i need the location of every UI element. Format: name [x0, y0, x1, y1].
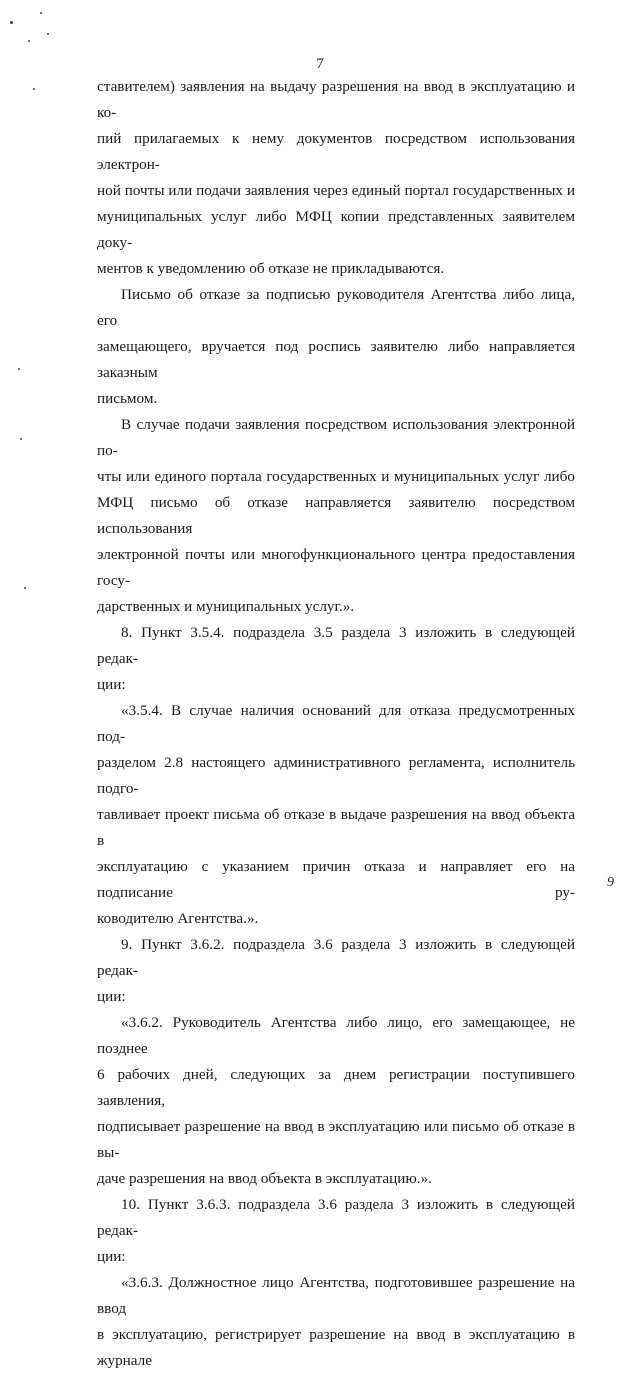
paragraph-line: чты или единого портала государственных и муниципальных услуг либо: [97, 468, 575, 485]
paragraph-line: 6 рабочих дней, следующих за днем регистрации поступившего заявления,: [97, 1066, 575, 1109]
scan-speck: [20, 438, 22, 440]
paragraph-line: дарственных и муниципальных услуг.».: [97, 598, 355, 615]
paragraph-line: пий прилагаемых к нему документов посредством использования электрон-: [97, 130, 575, 173]
paragraph-line: 8. Пункт 3.5.4. подраздела 3.5 раздела 3 изложить в следующей редак-: [97, 624, 575, 667]
paragraph-line: «3.5.4. В случае наличия оснований для отказа предусмотренных под-: [97, 702, 575, 745]
paragraph-line: эксплуатацию с указанием причин отказа и направляет его на подписание ру-: [97, 858, 575, 901]
paragraph-line: подписывает разрешение на ввод в эксплуатацию или письмо об отказе в вы-: [97, 1118, 575, 1161]
paragraph-line: «3.6.3. Должностное лицо Агентства, подготовившее разрешение на ввод: [97, 1274, 575, 1317]
corner-page-mark: 9: [607, 875, 614, 890]
paragraph-line: Письмо об отказе за подписью руководителя Агентства либо лица, его: [97, 286, 575, 329]
paragraph-line: МФЦ письмо об отказе направляется заявителю посредством использования: [97, 494, 575, 537]
paragraph-line: ции:: [97, 988, 126, 1005]
scan-speck: [47, 33, 49, 35]
paragraph-line: муниципальных услуг либо МФЦ копии представленных заявителем доку-: [97, 208, 575, 251]
paragraph-line: ции:: [97, 1248, 126, 1265]
paragraph-line: разделом 2.8 настоящего административного регламента, исполнитель подго-: [97, 754, 575, 797]
paragraph-line: ставителем) заявления на выдачу разрешения на ввод в эксплуатацию и ко-: [97, 78, 575, 121]
paragraph-line: ции:: [97, 676, 126, 693]
document-body: [97, 74, 575, 1374]
paragraph-line: ной почты или подачи заявления через единый портал государственных и: [97, 182, 575, 199]
paragraph-line: «3.6.2. Руководитель Агентства либо лицо, его замещающее, не позднее: [97, 1014, 575, 1057]
paragraph-line: электронной почты или многофункционального центра предоставления госу-: [97, 546, 575, 589]
paragraph-line: ментов к уведомлению об отказе не прикладываются.: [97, 260, 445, 277]
scan-speck: [28, 40, 30, 42]
scan-speck: [24, 587, 26, 589]
scan-speck: [10, 21, 13, 24]
paragraph-line: тавливает проект письма об отказе в выдаче разрешения на ввод объекта в: [97, 806, 575, 849]
paragraph-line: В случае подачи заявления посредством использования электронной по-: [97, 416, 575, 459]
paragraph-line: ководителю Агентства.».: [97, 910, 259, 927]
scan-speck: [18, 368, 20, 370]
scan-speck: [33, 88, 35, 90]
paragraph-line: даче разрешения на ввод объекта в эксплуатацию.».: [97, 1170, 432, 1187]
paragraph-line: 10. Пункт 3.6.3. подраздела 3.6 раздела 3 изложить в следующей редак-: [97, 1196, 575, 1239]
paragraph-line: 9. Пункт 3.6.2. подраздела 3.6 раздела 3 изложить в следующей редак-: [97, 936, 575, 979]
paragraph-line: замещающего, вручается под роспись заявителю либо направляется заказным: [97, 338, 575, 381]
paragraph-line: в эксплуатацию, регистрирует разрешение на ввод в эксплуатацию в журнале: [97, 1326, 575, 1369]
page-number: 7: [316, 56, 324, 72]
paragraph-line: письмом.: [97, 390, 158, 407]
scan-speck: [40, 12, 42, 14]
